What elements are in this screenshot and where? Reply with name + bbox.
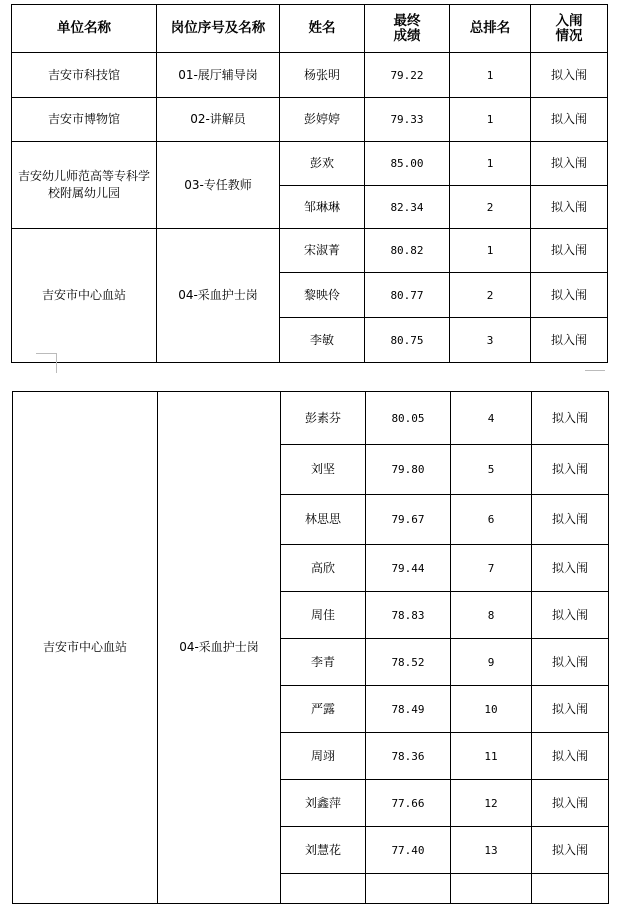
rank-cell: 3 bbox=[450, 318, 531, 363]
rank-cell: 1 bbox=[450, 142, 531, 186]
name-cell-empty bbox=[281, 874, 366, 904]
rank-cell: 9 bbox=[451, 639, 532, 686]
score-cell: 85.00 bbox=[365, 142, 450, 186]
post-cell: 01-展厅辅导岗 bbox=[157, 53, 280, 98]
table-row bbox=[12, 98, 608, 142]
rank-cell: 5 bbox=[451, 445, 532, 495]
table-row bbox=[12, 142, 608, 186]
rank-cell: 1 bbox=[450, 53, 531, 98]
header-rank: 总排名 bbox=[450, 5, 531, 53]
status-cell: 拟入闱 bbox=[531, 98, 608, 142]
status-cell: 拟入闱 bbox=[531, 318, 608, 363]
score-cell: 78.36 bbox=[366, 733, 451, 780]
score-cell: 78.83 bbox=[366, 592, 451, 639]
header-score-line1: 最终 bbox=[393, 12, 421, 29]
page-corner-mark-left bbox=[36, 353, 56, 354]
name-cell: 彭素芬 bbox=[281, 392, 366, 445]
name-cell: 李敏 bbox=[280, 318, 365, 363]
rank-cell: 12 bbox=[451, 780, 532, 827]
status-cell-empty bbox=[532, 874, 609, 904]
rank-cell: 2 bbox=[450, 273, 531, 318]
score-cell: 78.52 bbox=[366, 639, 451, 686]
post-cell: 04-采血护士岗 bbox=[157, 229, 280, 363]
name-cell: 杨张明 bbox=[280, 53, 365, 98]
header-unit: 单位名称 bbox=[12, 5, 157, 53]
status-cell: 拟入闱 bbox=[531, 229, 608, 273]
header-status-line1: 入闱 bbox=[555, 12, 583, 29]
rank-cell: 10 bbox=[451, 686, 532, 733]
name-cell: 刘鑫萍 bbox=[281, 780, 366, 827]
score-cell: 82.34 bbox=[365, 186, 450, 229]
name-cell: 严露 bbox=[281, 686, 366, 733]
header-row bbox=[12, 5, 608, 53]
score-cell: 79.22 bbox=[365, 53, 450, 98]
page-corner-mark-left-v bbox=[56, 353, 57, 373]
header-score bbox=[365, 5, 450, 53]
name-cell: 高欣 bbox=[281, 545, 366, 592]
name-cell: 邹琳琳 bbox=[280, 186, 365, 229]
status-cell: 拟入闱 bbox=[532, 780, 609, 827]
status-cell: 拟入闱 bbox=[531, 273, 608, 318]
rank-cell: 13 bbox=[451, 827, 532, 874]
rank-cell: 1 bbox=[450, 98, 531, 142]
status-cell: 拟入闱 bbox=[531, 53, 608, 98]
rank-cell: 8 bbox=[451, 592, 532, 639]
score-cell: 79.33 bbox=[365, 98, 450, 142]
post-cell: 03-专任教师 bbox=[157, 142, 280, 229]
score-cell: 80.77 bbox=[365, 273, 450, 318]
header-score-line2: 成绩 bbox=[393, 27, 421, 44]
post-cell: 04-采血护士岗 bbox=[158, 392, 281, 904]
status-cell: 拟入闱 bbox=[532, 827, 609, 874]
header-name: 姓名 bbox=[280, 5, 365, 53]
name-cell: 黎映伶 bbox=[280, 273, 365, 318]
results-table-page-1 bbox=[11, 4, 608, 363]
score-cell: 79.80 bbox=[366, 445, 451, 495]
table-row bbox=[13, 392, 609, 445]
unit-cell: 吉安市科技馆 bbox=[12, 53, 157, 98]
status-cell: 拟入闱 bbox=[532, 545, 609, 592]
rank-cell: 7 bbox=[451, 545, 532, 592]
status-cell: 拟入闱 bbox=[532, 686, 609, 733]
name-cell: 彭婷婷 bbox=[280, 98, 365, 142]
score-cell: 77.66 bbox=[366, 780, 451, 827]
name-cell: 周翊 bbox=[281, 733, 366, 780]
name-cell: 周佳 bbox=[281, 592, 366, 639]
name-cell: 宋淑菁 bbox=[280, 229, 365, 273]
table-row bbox=[12, 229, 608, 273]
unit-cell: 吉安市中心血站 bbox=[13, 392, 158, 904]
rank-cell: 2 bbox=[450, 186, 531, 229]
score-cell: 77.40 bbox=[366, 827, 451, 874]
status-cell: 拟入闱 bbox=[532, 592, 609, 639]
header-status bbox=[531, 5, 608, 53]
status-cell: 拟入闱 bbox=[531, 142, 608, 186]
status-cell: 拟入闱 bbox=[531, 186, 608, 229]
status-cell: 拟入闱 bbox=[532, 639, 609, 686]
unit-cell: 吉安市中心血站 bbox=[12, 229, 157, 363]
score-cell: 80.82 bbox=[365, 229, 450, 273]
score-cell-empty bbox=[366, 874, 451, 904]
unit-cell: 吉安幼儿师范高等专科学校附属幼儿园 bbox=[12, 142, 157, 229]
name-cell: 林思思 bbox=[281, 495, 366, 545]
status-cell: 拟入闱 bbox=[532, 495, 609, 545]
header-status-line2: 情况 bbox=[555, 27, 583, 44]
rank-cell: 6 bbox=[451, 495, 532, 545]
score-cell: 80.05 bbox=[366, 392, 451, 445]
status-cell: 拟入闱 bbox=[532, 392, 609, 445]
unit-cell: 吉安市博物馆 bbox=[12, 98, 157, 142]
status-cell: 拟入闱 bbox=[532, 445, 609, 495]
rank-cell: 1 bbox=[450, 229, 531, 273]
score-cell: 79.44 bbox=[366, 545, 451, 592]
name-cell: 刘慧花 bbox=[281, 827, 366, 874]
results-table-page-2 bbox=[12, 391, 609, 904]
post-cell: 02-讲解员 bbox=[157, 98, 280, 142]
name-cell: 李青 bbox=[281, 639, 366, 686]
table-row bbox=[12, 53, 608, 98]
status-cell: 拟入闱 bbox=[532, 733, 609, 780]
score-cell: 79.67 bbox=[366, 495, 451, 545]
score-cell: 80.75 bbox=[365, 318, 450, 363]
name-cell: 刘坚 bbox=[281, 445, 366, 495]
page-corner-mark-right bbox=[585, 370, 605, 371]
header-post: 岗位序号及名称 bbox=[157, 5, 280, 53]
name-cell: 彭欢 bbox=[280, 142, 365, 186]
score-cell: 78.49 bbox=[366, 686, 451, 733]
rank-cell-empty bbox=[451, 874, 532, 904]
rank-cell: 4 bbox=[451, 392, 532, 445]
rank-cell: 11 bbox=[451, 733, 532, 780]
